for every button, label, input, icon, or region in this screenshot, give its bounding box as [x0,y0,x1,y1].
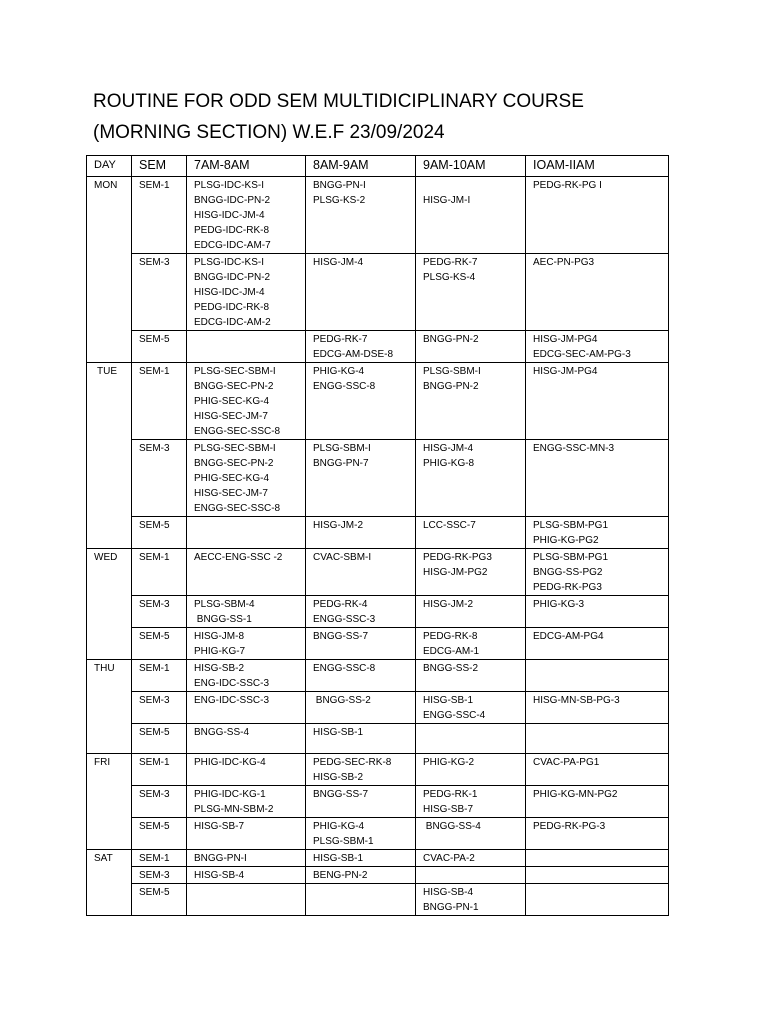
slot-cell [306,786,416,818]
slot-cell [187,517,306,549]
slot-cell [187,628,306,660]
routine-body [87,177,669,916]
course-code: HISG-SB-7 [194,821,245,832]
title-line-1: ROUTINE FOR ODD SEM MULTIDICIPLINARY COURSE [93,91,584,112]
course-code: PEDG-RK-1 [423,789,478,800]
slot-cell [416,692,526,724]
sem-cell: SEM-1 [132,177,187,254]
header-slot-3: 9AM-10AM [416,156,526,177]
course-code: CVAC-SBM-I [313,552,372,563]
sem-cell: SEM-5 [132,628,187,660]
table-row [87,754,669,786]
slot-cell [306,850,416,867]
course-code: PEDG-RK-PG I [533,180,602,191]
course-code: HISG-IDC-JM-4 [194,287,265,298]
course-code: ENGG-SSC-4 [423,710,486,721]
slot-cell [416,549,526,596]
slot-cell [187,692,306,724]
course-code: HISG-SB-1 [313,853,364,864]
course-code: PEDG-IDC-RK-8 [194,225,270,236]
course-code: PHIG-KG-PG2 [533,535,599,546]
sem-cell: SEM-5 [132,818,187,850]
course-code [423,178,525,193]
slot-cell [306,884,416,916]
slot-cell [526,660,669,692]
course-code: PLSG-SBM-1 [313,836,374,847]
course-code: HISG-SEC-JM-7 [194,488,268,499]
slot-cell [526,517,669,549]
course-code: PLSG-SBM-PG1 [533,552,609,563]
slot-cell [526,254,669,331]
course-code: PHIG-KG-MN-PG2 [533,789,618,800]
sem-cell: SEM-3 [132,786,187,818]
course-code: HISG-JM-4 [423,443,473,454]
sem-cell: SEM-5 [132,331,187,363]
course-code: BNGG-SS-4 [423,821,481,832]
page-title [93,86,713,148]
course-code: HISG-SB-4 [423,887,474,898]
slot-cell [187,818,306,850]
slot-cell [306,692,416,724]
course-code: PHIG-KG-4 [313,366,365,377]
slot-cell [416,754,526,786]
header-slot-4: IOAM-IIAM [526,156,669,177]
course-code: PHIG-KG-4 [313,821,365,832]
course-code: PEDG-RK-4 [313,599,368,610]
slot-cell [187,331,306,363]
header-slot-1: 7AM-8AM [187,156,306,177]
course-code: HISG-SB-1 [313,727,364,738]
course-code: BNGG-PN-2 [423,381,479,392]
slot-cell [187,549,306,596]
course-code: BNGG-SEC-PN-2 [194,381,274,392]
slot-cell [187,363,306,440]
course-code: PLSG-SEC-SBM-I [194,443,276,454]
slot-cell [187,884,306,916]
slot-cell [416,331,526,363]
slot-cell [306,818,416,850]
table-row [87,724,669,754]
sem-cell: SEM-1 [132,754,187,786]
course-code: PEDG-RK-8 [423,631,478,642]
table-row [87,517,669,549]
course-code: BNGG-SS-7 [313,631,369,642]
course-code: BNGG-PN-7 [313,458,369,469]
course-code: EDCG-SEC-AM-PG-3 [533,349,631,360]
course-code: BNGG-IDC-PN-2 [194,195,271,206]
slot-cell [306,440,416,517]
course-code: PLSG-SBM-I [313,443,371,454]
slot-cell [416,660,526,692]
slot-cell [187,850,306,867]
slot-cell [187,867,306,884]
slot-cell [416,254,526,331]
table-row [87,363,669,440]
sem-cell: SEM-5 [132,517,187,549]
sem-cell: SEM-1 [132,850,187,867]
course-code: ENGG-SSC-3 [313,614,376,625]
slot-cell [416,596,526,628]
course-code: ENGG-SSC-8 [313,663,376,674]
table-row [87,660,669,692]
table-row [87,818,669,850]
course-code: PHIG-SEC-KG-4 [194,473,270,484]
table-row [87,254,669,331]
slot-cell [526,754,669,786]
course-code: BNGG-SS-1 [194,614,252,625]
course-code: HISG-SEC-JM-7 [194,411,268,422]
course-code: PEDG-RK-7 [313,334,368,345]
day-cell: MON [87,177,132,363]
course-code: PLSG-SBM-I [423,366,481,377]
course-code: CVAC-PA-PG1 [533,757,600,768]
slot-cell [526,692,669,724]
sem-cell: SEM-3 [132,867,187,884]
slot-cell [306,363,416,440]
course-code: PLSG-KS-2 [313,195,366,206]
course-code: BNGG-SEC-PN-2 [194,458,274,469]
course-code: HISG-JM-PG4 [533,334,598,345]
course-code: EDCG-AM-DSE-8 [313,349,394,360]
slot-cell [416,786,526,818]
course-code: PEDG-SEC-RK-8 [313,757,392,768]
course-code: PHIG-KG-2 [423,757,475,768]
header-slot-2: 8AM-9AM [306,156,416,177]
sem-cell: SEM-1 [132,660,187,692]
course-code: HISG-SB-1 [423,695,474,706]
course-code: HISG-SB-2 [313,772,364,783]
slot-cell [526,440,669,517]
course-code: PLSG-KS-4 [423,272,476,283]
slot-cell [306,254,416,331]
course-code: PEDG-RK-7 [423,257,478,268]
course-code: EDCG-IDC-AM-2 [194,317,271,328]
course-code: PLSG-IDC-KS-I [194,180,265,191]
slot-cell [187,660,306,692]
slot-cell [416,724,526,754]
course-code: BNGG-SS-7 [313,789,369,800]
slot-cell [187,177,306,254]
slot-cell [526,363,669,440]
day-cell: SAT [87,850,132,916]
title-line-2: (MORNING SECTION) W.E.F 23/09/2024 [93,122,445,143]
slot-cell [416,363,526,440]
slot-cell [526,786,669,818]
slot-cell [416,517,526,549]
slot-cell [416,818,526,850]
header-sem: SEM [132,156,187,177]
course-code: BNGG-PN-I [313,180,366,191]
course-code: PHIG-IDC-KG-1 [194,789,266,800]
course-code: ENGG-SSC-MN-3 [533,443,615,454]
slot-cell [306,596,416,628]
slot-cell [526,884,669,916]
course-code: BNGG-SS-4 [194,727,250,738]
course-code: PEDG-RK-PG3 [533,582,602,593]
table-row [87,867,669,884]
course-code: ENGG-SEC-SSC-8 [194,426,281,437]
course-code: LCC-SSC-7 [423,520,476,531]
slot-cell [187,596,306,628]
slot-cell [306,331,416,363]
slot-cell [306,177,416,254]
slot-cell [416,884,526,916]
slot-cell [526,724,669,754]
course-code: PEDG-RK-PG3 [423,552,492,563]
slot-cell [187,754,306,786]
table-row [87,331,669,363]
course-code: PHIG-KG-3 [533,599,585,610]
day-cell: TUE [87,363,132,549]
table-row [87,628,669,660]
slot-cell [526,818,669,850]
slot-cell [416,440,526,517]
day-cell: FRI [87,754,132,850]
course-code: BNGG-PN-1 [423,902,479,913]
course-code: HISG-SB-4 [194,870,245,881]
course-code: BNGG-PN-I [194,853,247,864]
course-code: HISG-JM-PG2 [423,567,488,578]
slot-cell [416,850,526,867]
course-code: HISG-JM-2 [313,520,363,531]
slot-cell [187,724,306,754]
slot-cell [526,177,669,254]
sem-cell: SEM-3 [132,596,187,628]
slot-cell [306,628,416,660]
course-code: PHIG-SEC-KG-4 [194,396,270,407]
course-code: BNGG-SS-2 [313,695,371,706]
slot-cell [526,331,669,363]
slot-cell [526,549,669,596]
course-code: BNGG-IDC-PN-2 [194,272,271,283]
course-code: HISG-JM-8 [194,631,244,642]
course-code: HISG-JM-PG4 [533,366,598,377]
course-code: HISG-JM-I [423,195,471,206]
table-row [87,596,669,628]
table-row [87,786,669,818]
course-code: ENGG-SEC-SSC-8 [194,503,281,514]
slot-cell [187,440,306,517]
header-day: DAY [87,156,132,177]
course-code: PEDG-RK-PG-3 [533,821,606,832]
course-code: BNGG-SS-2 [423,663,479,674]
course-code: BNGG-SS-PG2 [533,567,603,578]
course-code: HISG-SB-2 [194,663,245,674]
day-cell: THU [87,660,132,754]
course-code: PEDG-IDC-RK-8 [194,302,270,313]
table-row [87,177,669,254]
routine-table [86,155,669,916]
course-code: ENGG-SSC-8 [313,381,376,392]
course-code: EDCG-AM-PG4 [533,631,604,642]
slot-cell [187,254,306,331]
course-code: ENG-IDC-SSC-3 [194,678,270,689]
course-code: BENG-PN-2 [313,870,368,881]
slot-cell [306,724,416,754]
slot-cell [416,867,526,884]
slot-cell [306,517,416,549]
sem-cell: SEM-3 [132,254,187,331]
course-code: HISG-JM-2 [423,599,473,610]
table-row [87,549,669,596]
slot-cell [306,867,416,884]
course-code: HISG-MN-SB-PG-3 [533,695,620,706]
table-row [87,692,669,724]
slot-cell [306,754,416,786]
sem-cell: SEM-5 [132,884,187,916]
slot-cell [187,786,306,818]
course-code: PLSG-SEC-SBM-I [194,366,276,377]
slot-cell [526,850,669,867]
course-code: PLSG-SBM-PG1 [533,520,609,531]
course-code: HISG-JM-4 [313,257,363,268]
table-row [87,884,669,916]
table-row [87,850,669,867]
course-code: HISG-SB-7 [423,804,474,815]
slot-cell [306,549,416,596]
course-code: HISG-IDC-JM-4 [194,210,265,221]
slot-cell [416,177,526,254]
sem-cell: SEM-1 [132,363,187,440]
sem-cell: SEM-3 [132,692,187,724]
course-code: PHIG-KG-7 [194,646,246,657]
course-code: PLSG-MN-SBM-2 [194,804,274,815]
slot-cell [526,867,669,884]
course-code: PLSG-IDC-KS-I [194,257,265,268]
course-code: EDCG-AM-1 [423,646,480,657]
sem-cell: SEM-3 [132,440,187,517]
course-code: AEC-PN-PG3 [533,257,595,268]
slot-cell [526,628,669,660]
course-code: AECC-ENG-SSC -2 [194,552,283,563]
course-code: CVAC-PA-2 [423,853,475,864]
sem-cell: SEM-1 [132,549,187,596]
header-row [87,156,669,177]
sem-cell: SEM-5 [132,724,187,754]
course-code: PHIG-IDC-KG-4 [194,757,266,768]
course-code: ENG-IDC-SSC-3 [194,695,270,706]
course-code: BNGG-PN-2 [423,334,479,345]
course-code: PLSG-SBM-4 [194,599,255,610]
course-code: EDCG-IDC-AM-7 [194,240,271,251]
day-cell: WED [87,549,132,660]
slot-cell [306,660,416,692]
course-code: PHIG-KG-8 [423,458,475,469]
slot-cell [526,596,669,628]
table-row [87,440,669,517]
slot-cell [416,628,526,660]
